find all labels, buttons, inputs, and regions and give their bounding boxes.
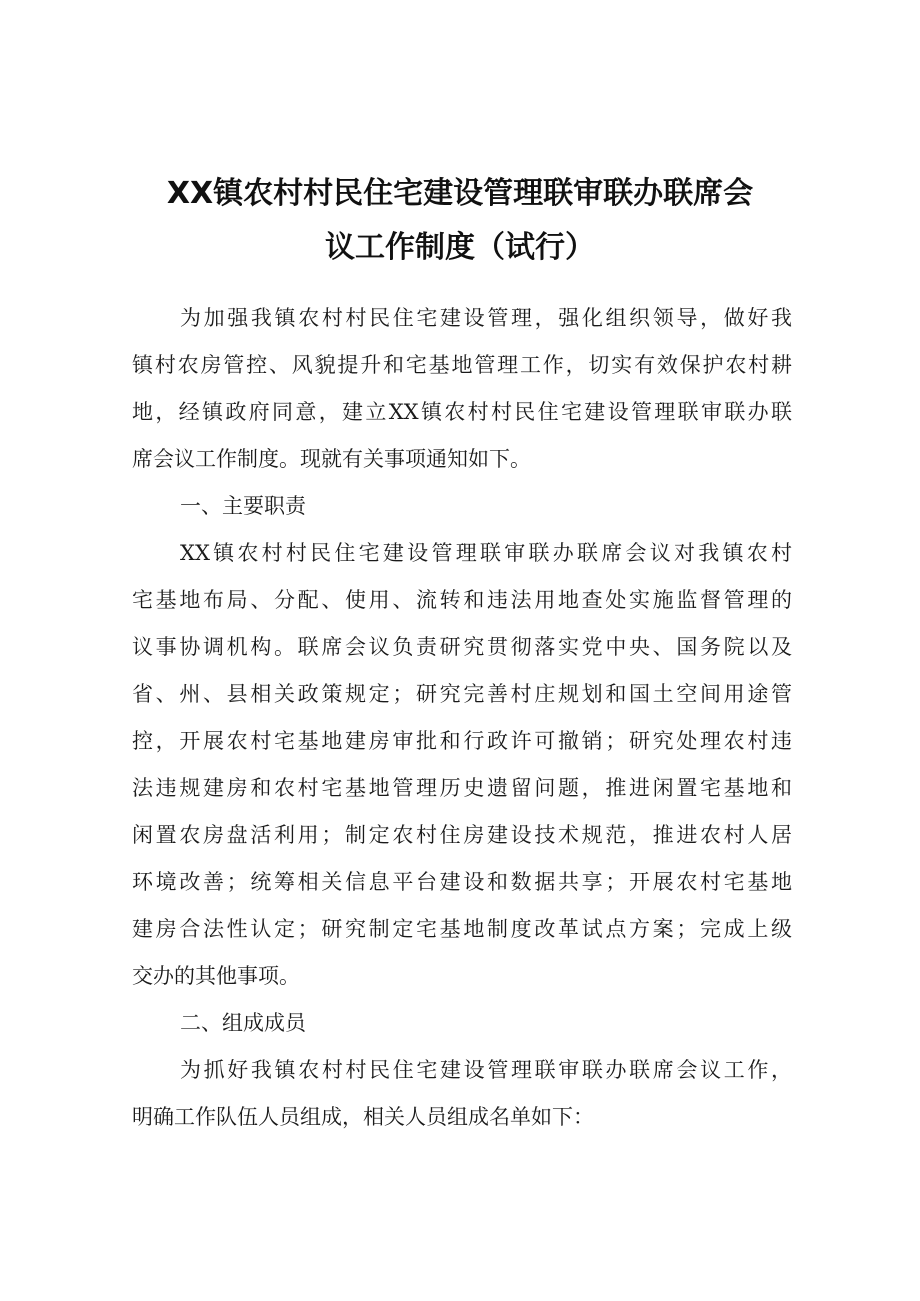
document-title-line-1: XX镇农村村民住宅建设管理联审联办联席会 xyxy=(166,176,754,211)
section1-paragraph-line: XX镇农村村民住宅建设管理联审联办联席会议对我镇农村 xyxy=(180,541,792,565)
section1-paragraph-line: 建房合法性认定；研究制定宅基地制度改革试点方案；完成上级 xyxy=(132,917,792,941)
section1-paragraph-line: 省、州、县相关政策规定；研究完善村庄规划和国土空间用途管 xyxy=(132,682,792,706)
section2-paragraph-line: 明确工作队伍人员组成，相关人员组成名单如下： xyxy=(132,1105,594,1129)
intro-paragraph-line: 为加强我镇农村村民住宅建设管理，强化组织领导，做好我 xyxy=(180,306,792,330)
section-heading-members: 二、组成成员 xyxy=(180,1011,306,1035)
section1-paragraph-line: 控，开展农村宅基地建房审批和行政许可撤销；研究处理农村违 xyxy=(132,729,792,753)
intro-paragraph-line: 席会议工作制度。现就有关事项通知如下。 xyxy=(132,447,531,471)
section1-paragraph-line: 闲置农房盘活利用；制定农村住房建设技术规范，推进农村人居 xyxy=(132,823,792,847)
section1-paragraph-line: 议事协调机构。联席会议负责研究贯彻落实党中央、国务院以及 xyxy=(132,635,792,659)
section1-paragraph-line: 宅基地布局、分配、使用、流转和违法用地查处实施监督管理的 xyxy=(132,588,792,612)
section1-paragraph-line: 交办的其他事项。 xyxy=(132,964,300,988)
section-heading-responsibilities: 一、主要职责 xyxy=(180,494,306,518)
section1-paragraph-line: 环境改善；统筹相关信息平台建设和数据共享；开展农村宅基地 xyxy=(132,870,792,894)
intro-paragraph-line: 地，经镇政府同意，建立XX镇农村村民住宅建设管理联审联办联 xyxy=(132,400,792,424)
section1-paragraph-line: 法违规建房和农村宅基地管理历史遗留问题，推进闲置宅基地和 xyxy=(132,776,792,800)
intro-paragraph-line: 镇村农房管控、风貌提升和宅基地管理工作，切实有效保护农村耕 xyxy=(132,353,792,377)
document-title-line-2: 议工作制度（试行） xyxy=(325,230,595,265)
section2-paragraph-line: 为抓好我镇农村村民住宅建设管理联审联办联席会议工作， xyxy=(180,1058,792,1082)
